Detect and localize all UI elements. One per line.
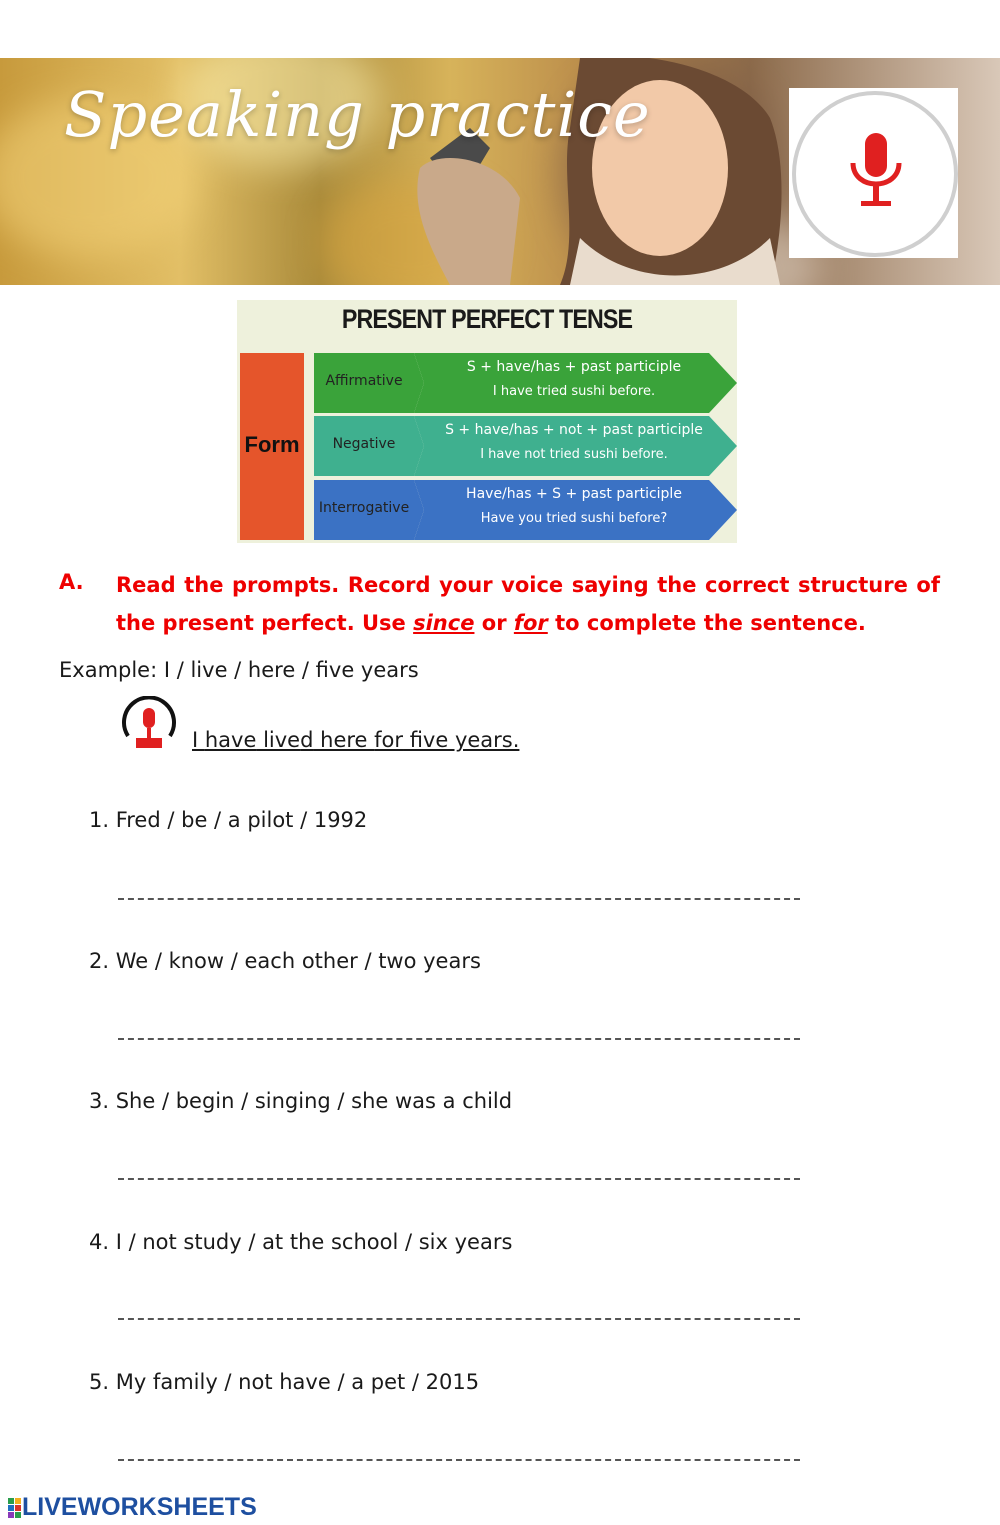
question-4: 4. I / not study / at the school / six years (89, 1230, 513, 1254)
since-keyword: since (413, 611, 475, 635)
row-rule: S + have/has + past participle (466, 359, 682, 375)
answer-line-2[interactable] (118, 1038, 800, 1040)
row-label: Interrogative (318, 500, 410, 516)
form-label: Form (244, 432, 300, 457)
instructions: Read the prompts. Record your voice saying the correct structure of the present perfect. Use since or for to complete the sentence. (116, 573, 940, 635)
record-ring[interactable] (792, 91, 958, 257)
row-label: Negative (332, 436, 396, 452)
question-3: 3. She / begin / singing / she was a child (89, 1089, 513, 1113)
example-answer: I have lived here for five years. (192, 728, 520, 752)
row-label: Affirmative (325, 373, 403, 389)
banner-title: Speaking practice (64, 78, 651, 151)
question-1: 1. Fred / be / a pilot / 1992 (89, 808, 368, 832)
row-example: I have not tried sushi before. (480, 447, 668, 462)
answer-line-1[interactable] (118, 898, 800, 900)
row-rule: Have/has + S + past participle (466, 486, 682, 502)
footer-brand[interactable]: LIVEWORKSHEETS (22, 1493, 257, 1521)
question-2: 2. We / know / each other / two years (89, 949, 481, 973)
answer-line-4[interactable] (118, 1318, 800, 1320)
tense-row-negative (314, 416, 737, 476)
for-keyword: for (513, 611, 548, 635)
answer-line-5[interactable] (118, 1459, 800, 1461)
answer-line-3[interactable] (118, 1178, 800, 1180)
row-example: I have tried sushi before. (492, 384, 656, 399)
question-5: 5. My family / not have / a pet / 2015 (89, 1370, 480, 1394)
tense-row-affirmative (314, 353, 737, 413)
record-button[interactable] (789, 88, 958, 258)
chart-title: PRESENT PERFECT TENSE (341, 304, 633, 334)
row-rule: S + have/has + not + past participle (445, 422, 703, 438)
section-letter: A. (59, 570, 84, 594)
example-microphone-icon[interactable] (120, 696, 178, 754)
present-perfect-chart (237, 300, 737, 543)
row-example: Have you tried sushi before? (480, 511, 668, 526)
tense-row-interrogative (314, 480, 737, 540)
liveworksheets-logo-icon (8, 1493, 22, 1523)
example-prompt: Example: I / live / here / five years (59, 658, 419, 682)
microphone-icon (841, 133, 911, 213)
